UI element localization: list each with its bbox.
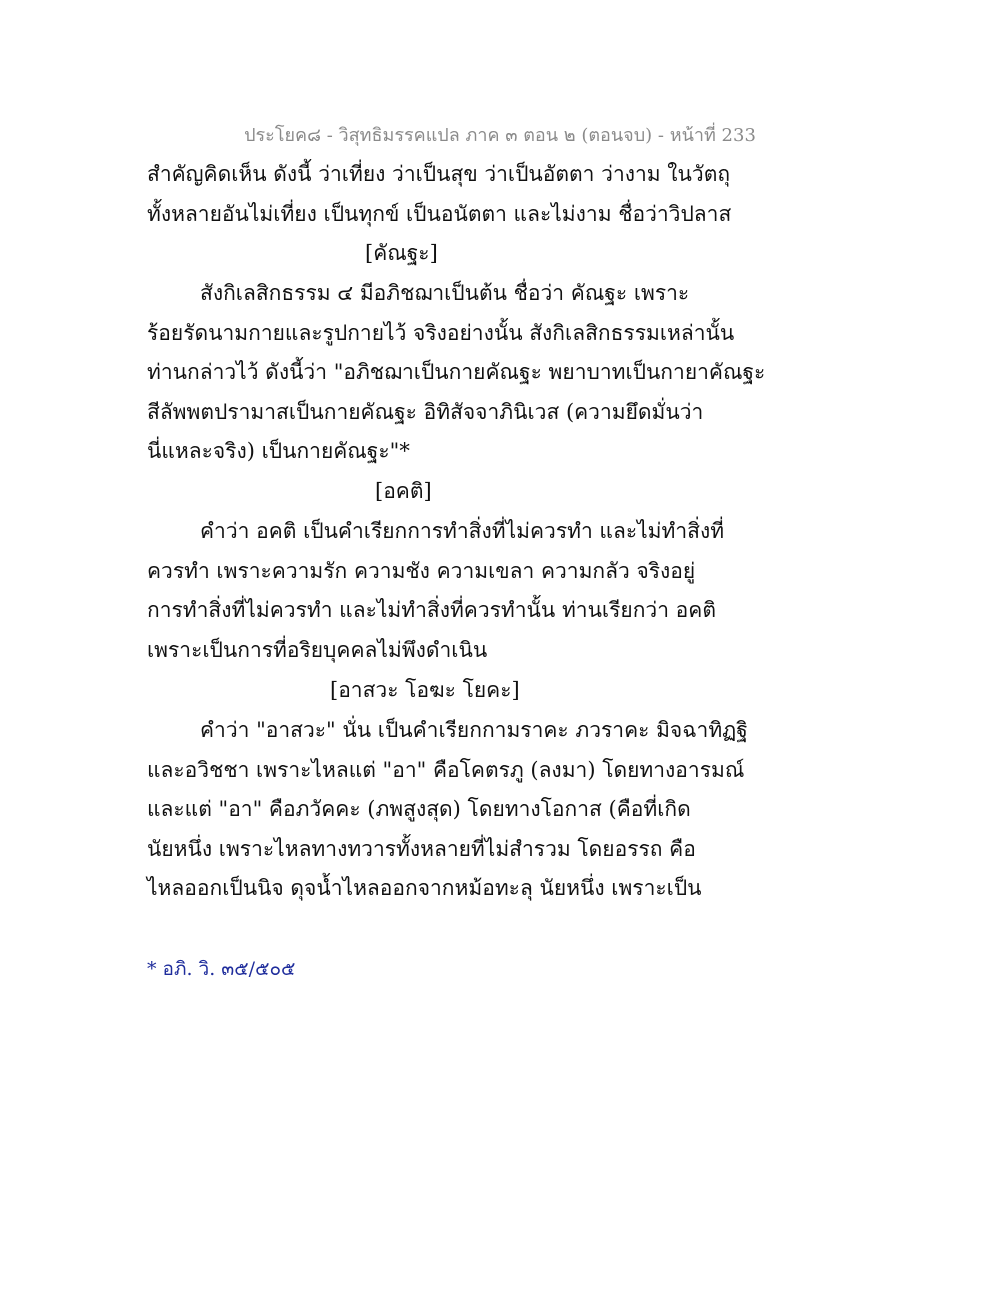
text-line: และแต่ "อา" คือภวัคคะ (ภพสูงสุด) โดยทางโอกาส (คือที่เกิด <box>147 797 691 821</box>
section-heading-agati: [อคติ] <box>375 479 432 503</box>
paragraph-first-line: สังกิเลสิกธรรม ๔ มีอภิชฌาเป็นต้น ชื่อว่า คัณฐะ เพราะ <box>200 281 690 305</box>
text-line: สำคัญคิดเห็น ดังนี้ ว่าเที่ยง ว่าเป็นสุข ว่าเป็นอัตตา ว่างาม ในวัตถุ <box>147 162 731 186</box>
text-line: และอวิชชา เพราะไหลแต่ "อา" คือโคตรภู (ลงมา) โดยทางอารมณ์ <box>147 758 745 782</box>
text-line: ทั้งหลายอันไม่เที่ยง เป็นทุกข์ เป็นอนัตตา และไม่งาม ชื่อว่าวิปลาส <box>147 202 732 226</box>
text-line: เพราะเป็นการที่อริยบุคคลไม่พึงดำเนิน <box>147 638 488 662</box>
text-line: การทำสิ่งที่ไม่ควรทำ และไม่ทำสิ่งที่ควรทำนั้น ท่านเรียกว่า อคติ <box>147 598 716 622</box>
paragraph-first-line: คำว่า อคติ เป็นคำเรียกการทำสิ่งที่ไม่ควรทำ และไม่ทำสิ่งที่ <box>200 519 725 543</box>
text-line: นี่แหละจริง) เป็นกายคัณฐะ"* <box>147 439 410 463</box>
footnote: * อภิ. วิ. ๓๕/๕๐๕ <box>147 958 296 980</box>
text-line: ควรทำ เพราะความรัก ความชัง ความเขลา ความกลัว จริงอยู่ <box>147 559 696 583</box>
text-line: ไหลออกเป็นนิจ ดุจน้ำไหลออกจากหม้อทะลุ นัยหนึ่ง เพราะเป็น <box>147 876 702 900</box>
text-line: ร้อยรัดนามกายและรูปกายไว้ จริงอย่างนั้น สังกิเลสิกธรรมเหล่านั้น <box>147 321 735 345</box>
text-line: ท่านกล่าวไว้ ดังนี้ว่า "อภิชฌาเป็นกายคัณฐะ พยาบาทเป็นกายาคัณฐะ <box>147 360 766 384</box>
section-heading-asava: [อาสวะ โอฆะ โยคะ] <box>330 678 520 702</box>
section-heading-ganta: [คัณฐะ] <box>365 241 438 265</box>
text-line: สีลัพพตปรามาสเป็นกายคัณฐะ อิทิสัจจาภินิเวส (ความยึดมั่นว่า <box>147 400 704 424</box>
paragraph-first-line: คำว่า "อาสวะ" นั่น เป็นคำเรียกกามราคะ ภวราคะ มิจฉาทิฏฐิ <box>200 718 748 742</box>
page-header: ประโยค๘ - วิสุทธิมรรคแปล ภาค ๓ ตอน ๒ (ตอนจบ) - หน้าที่ 233 <box>244 125 756 146</box>
text-line: นัยหนึ่ง เพราะไหลทางทวารทั้งหลายที่ไม่สำรวม โดยอรรถ คือ <box>147 837 696 861</box>
